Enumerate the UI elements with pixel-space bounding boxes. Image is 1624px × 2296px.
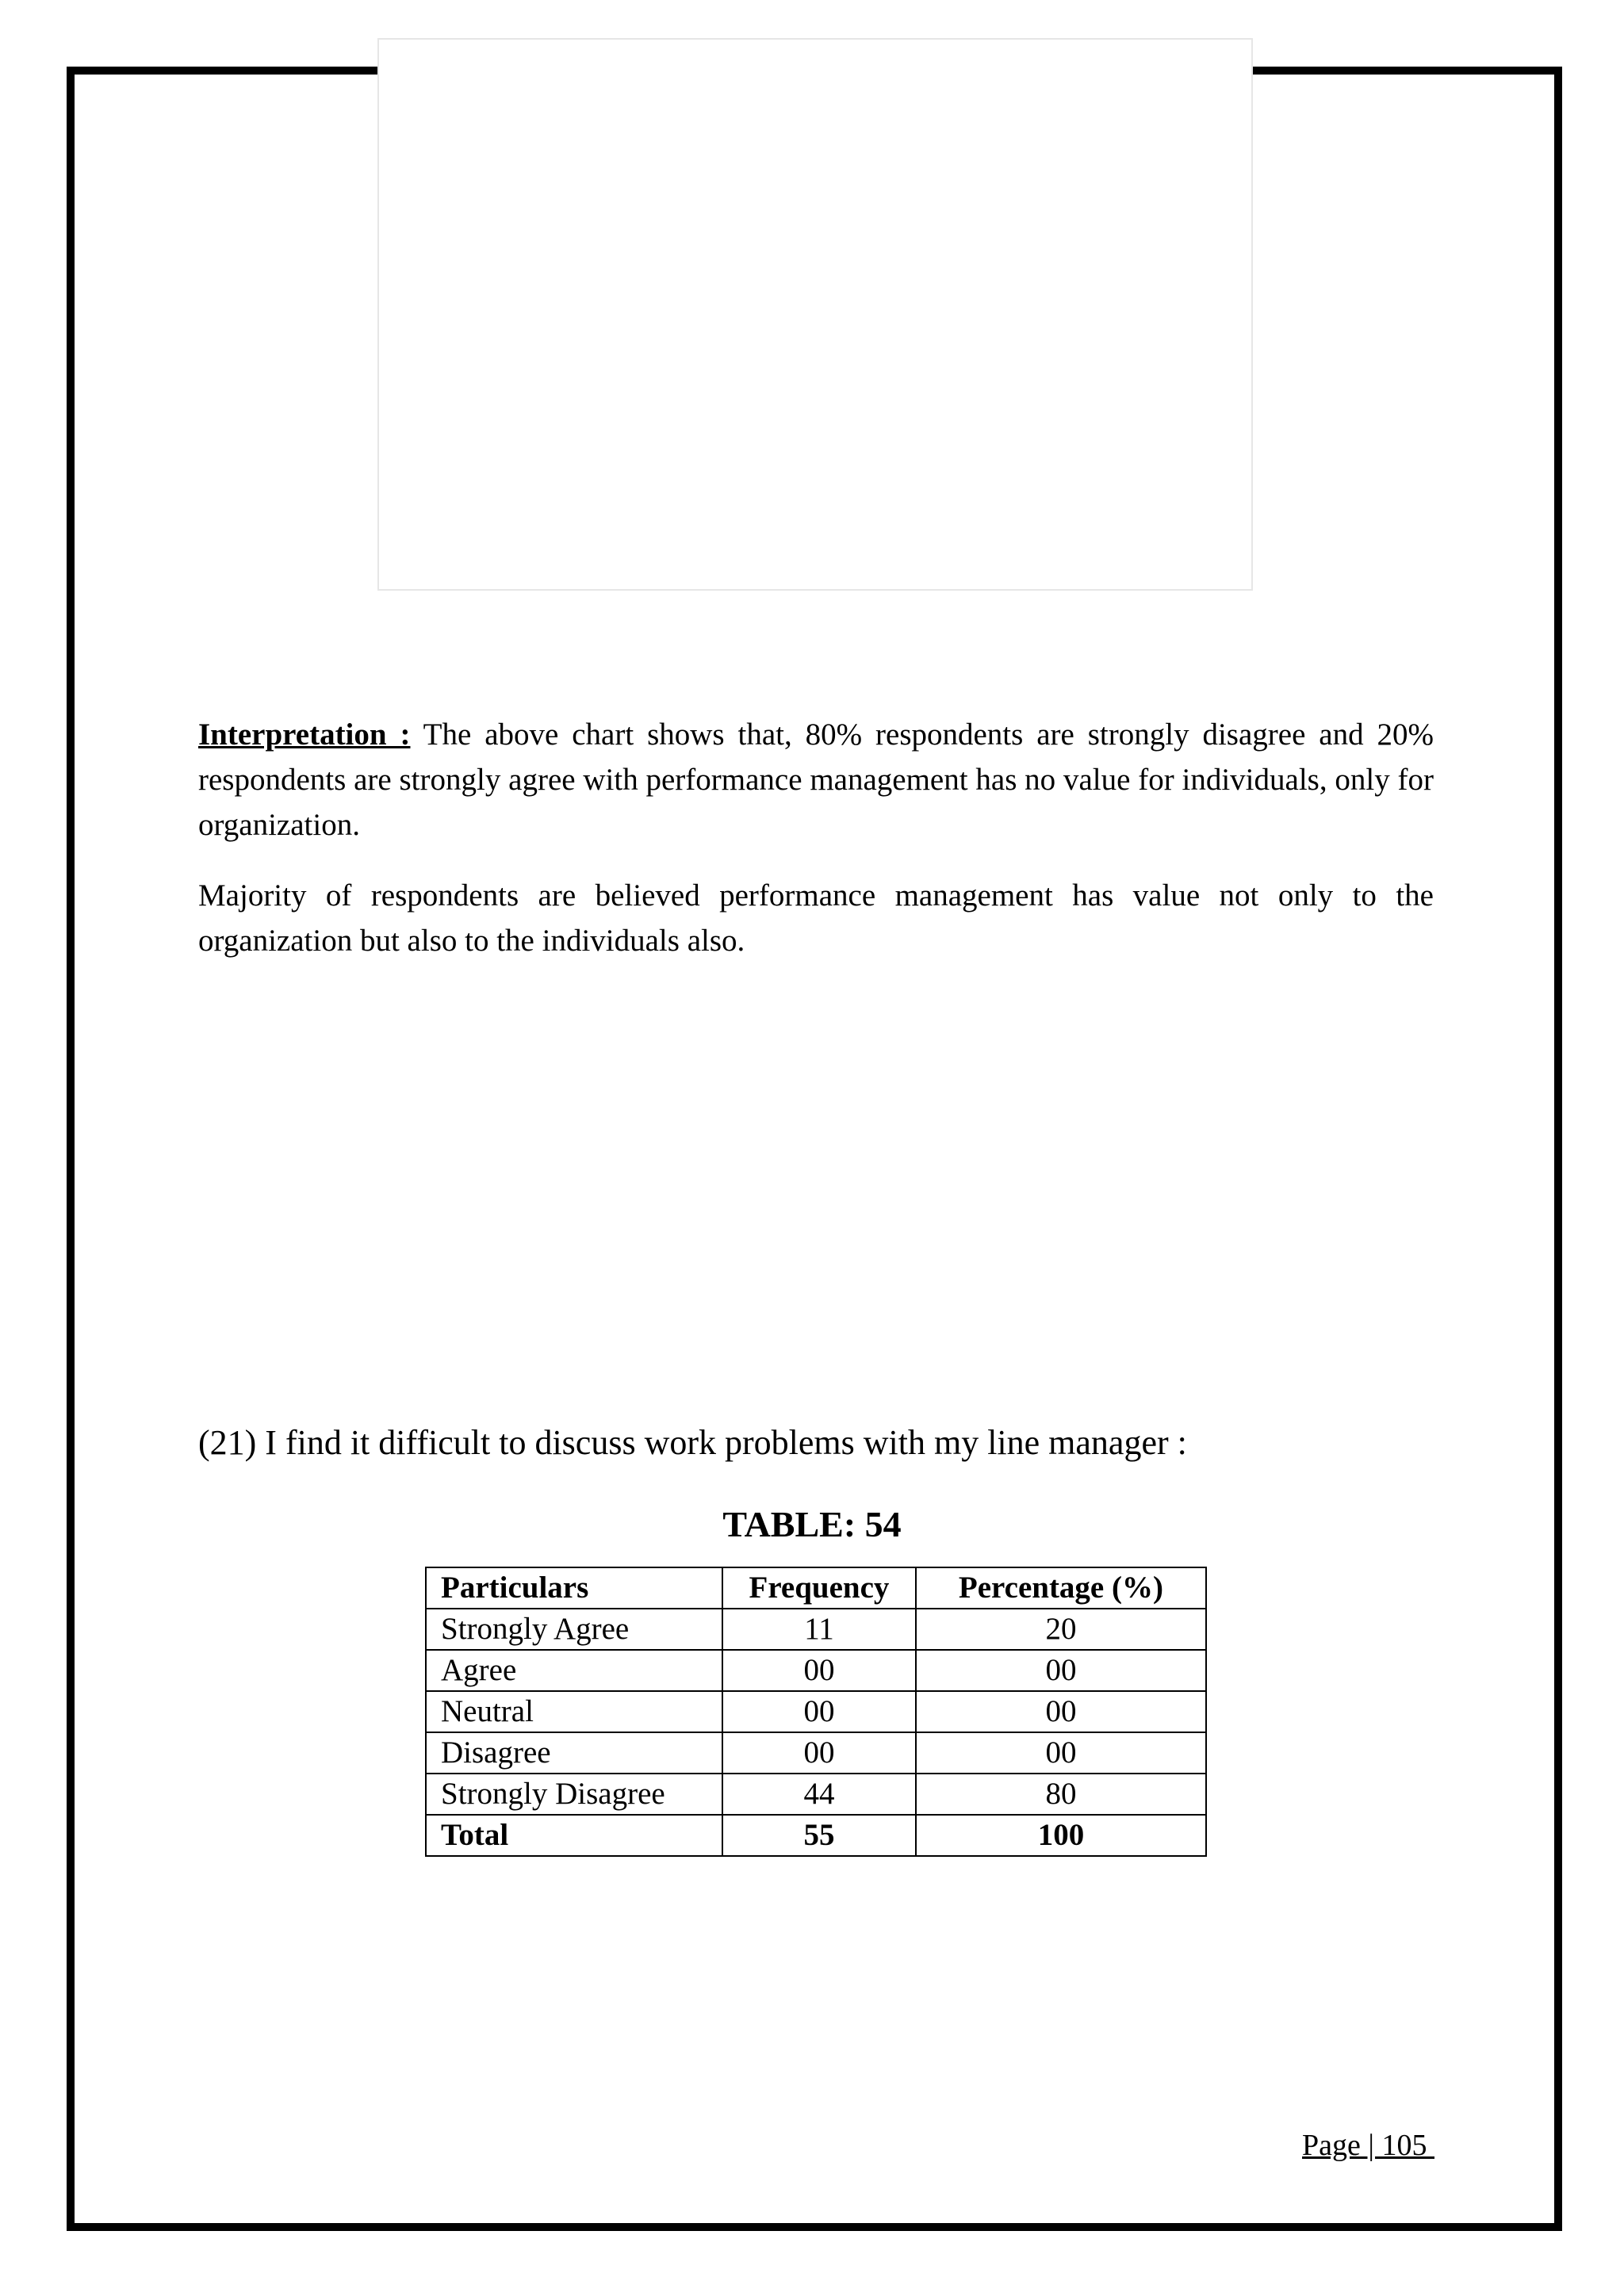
- cell-percentage: 00: [916, 1732, 1206, 1774]
- table-total-row: [426, 1815, 1206, 1856]
- interpretation-text: The above chart shows that, 80% respondents are strongly disagree and 20% respondents are strongly agree with performance management has no value for individuals, only for organization.: [198, 718, 1434, 842]
- cell-particular: Agree: [426, 1650, 722, 1691]
- majority-paragraph: Majority of respondents are believed performance management has value not only to the organization but also to the individuals also.: [198, 878, 1434, 958]
- table-row: [426, 1650, 1206, 1691]
- header-particulars: Particulars: [426, 1567, 722, 1609]
- table-row: [426, 1691, 1206, 1732]
- frequency-table: [425, 1567, 1207, 1857]
- table-row: [426, 1774, 1206, 1815]
- survey-question: (21) I find it difficult to discuss work problems with my line manager :: [198, 1423, 1187, 1462]
- cell-particular: Strongly Agree: [426, 1609, 722, 1650]
- cell-percentage: 00: [916, 1691, 1206, 1732]
- header-frequency: Frequency: [722, 1567, 916, 1609]
- cell-particular: Strongly Disagree: [426, 1774, 722, 1815]
- cell-percentage: 00: [916, 1650, 1206, 1691]
- total-frequency: 55: [722, 1815, 916, 1856]
- cell-frequency: 11: [722, 1609, 916, 1650]
- cell-frequency: 00: [722, 1732, 916, 1774]
- cell-particular: Disagree: [426, 1732, 722, 1774]
- cell-percentage: 80: [916, 1774, 1206, 1815]
- interpretation-paragraph: [198, 712, 1434, 848]
- page-number: Page | 105: [1302, 2129, 1434, 2162]
- table-header-row: [426, 1567, 1206, 1609]
- total-label: Total: [426, 1815, 722, 1856]
- cell-percentage: 20: [916, 1609, 1206, 1650]
- cell-frequency: 00: [722, 1691, 916, 1732]
- interpretation-label: Interpretation :: [198, 718, 411, 752]
- total-percentage: 100: [916, 1815, 1206, 1856]
- cell-frequency: 44: [722, 1774, 916, 1815]
- table-caption: TABLE: 54: [722, 1504, 902, 1544]
- table-row: [426, 1609, 1206, 1650]
- cell-frequency: 00: [722, 1650, 916, 1691]
- chart-image-placeholder: [377, 38, 1253, 591]
- header-percentage: Percentage (%): [916, 1567, 1206, 1609]
- table-row: [426, 1732, 1206, 1774]
- cell-particular: Neutral: [426, 1691, 722, 1732]
